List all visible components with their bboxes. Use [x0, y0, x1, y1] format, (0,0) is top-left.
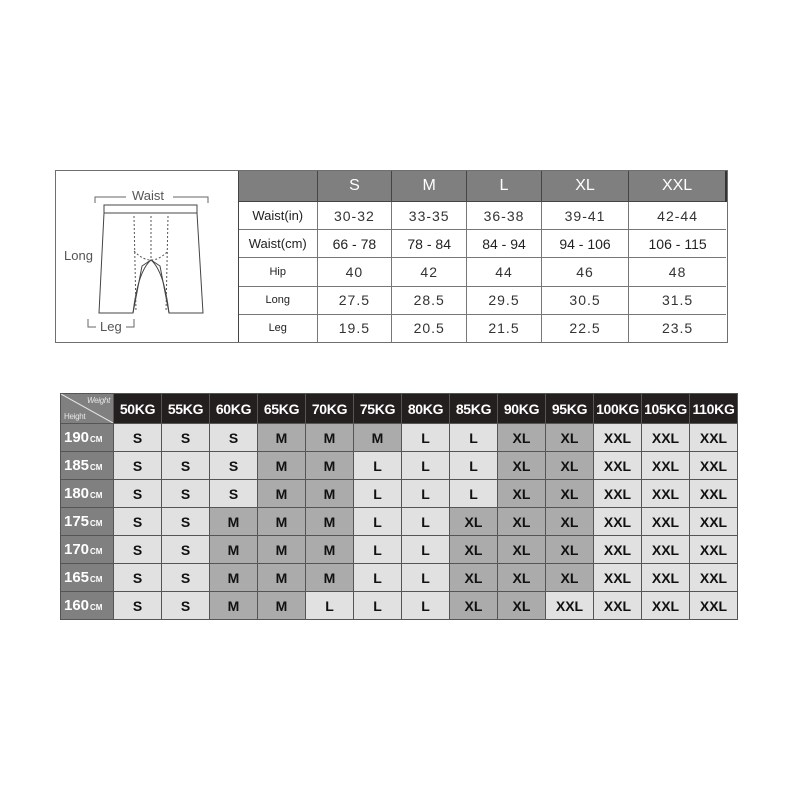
- size-cell: XXL: [690, 480, 738, 508]
- cell: 66 - 78: [317, 230, 392, 258]
- cell: 36-38: [467, 202, 542, 230]
- size-cell: XXL: [594, 424, 642, 452]
- height-row: [61, 592, 738, 620]
- cell: 33-35: [392, 202, 467, 230]
- cell: 29.5: [467, 286, 542, 314]
- size-cell: S: [162, 480, 210, 508]
- size-cell: M: [306, 480, 354, 508]
- size-cell: XL: [498, 564, 546, 592]
- size-cell: XL: [450, 508, 498, 536]
- size-cell: L: [402, 424, 450, 452]
- header-size-m: M: [392, 171, 467, 202]
- size-chart-body: [61, 424, 738, 620]
- size-cell: M: [306, 564, 354, 592]
- height-row: [61, 536, 738, 564]
- size-cell: L: [450, 424, 498, 452]
- size-cell: XL: [498, 592, 546, 620]
- cell: 22.5: [541, 314, 628, 342]
- cell: 39-41: [541, 202, 628, 230]
- size-cell: S: [114, 536, 162, 564]
- size-cell: L: [402, 508, 450, 536]
- height-unit: CM: [90, 575, 103, 584]
- height-unit: CM: [90, 547, 103, 556]
- cell: 19.5: [317, 314, 392, 342]
- row-leg: [239, 314, 726, 342]
- size-cell: L: [402, 592, 450, 620]
- size-cell: XXL: [690, 508, 738, 536]
- header-size-l: L: [467, 171, 542, 202]
- size-cell: S: [114, 508, 162, 536]
- shorts-illustration: [56, 171, 239, 342]
- height-label: [61, 536, 114, 564]
- height-label: [61, 452, 114, 480]
- size-cell: XL: [546, 536, 594, 564]
- size-cell: M: [258, 564, 306, 592]
- size-cell: XXL: [594, 564, 642, 592]
- size-cell: S: [210, 452, 258, 480]
- weight-header: 70KG: [306, 394, 354, 424]
- cell: 106 - 115: [629, 230, 726, 258]
- size-cell: XL: [546, 508, 594, 536]
- row-hip: [239, 258, 726, 286]
- size-cell: S: [114, 424, 162, 452]
- waist-label: Waist: [132, 188, 165, 203]
- size-cell: M: [258, 536, 306, 564]
- size-cell: S: [162, 592, 210, 620]
- weight-header: 110KG: [690, 394, 738, 424]
- cell: 46: [541, 258, 628, 286]
- height-axis-label: Height: [64, 412, 86, 421]
- size-cell: XL: [546, 452, 594, 480]
- cell: 21.5: [467, 314, 542, 342]
- cell: 20.5: [392, 314, 467, 342]
- size-cell: S: [162, 508, 210, 536]
- height-label: [61, 480, 114, 508]
- size-cell: S: [162, 564, 210, 592]
- height-value: 180: [64, 485, 90, 502]
- size-cell: XL: [498, 536, 546, 564]
- size-cell: M: [210, 592, 258, 620]
- cell: 31.5: [629, 286, 726, 314]
- size-cell: XL: [546, 564, 594, 592]
- height-label: [61, 424, 114, 452]
- size-cell: S: [162, 452, 210, 480]
- size-cell: S: [210, 480, 258, 508]
- height-value: 165: [64, 569, 90, 586]
- size-cell: L: [354, 508, 402, 536]
- height-unit: CM: [90, 463, 103, 472]
- size-cell: XXL: [594, 452, 642, 480]
- size-cell: M: [306, 508, 354, 536]
- size-cell: XL: [498, 508, 546, 536]
- row-waist-cm: [239, 230, 726, 258]
- size-cell: XXL: [546, 592, 594, 620]
- size-cell: L: [402, 564, 450, 592]
- weight-header: 85KG: [450, 394, 498, 424]
- cell: 30-32: [317, 202, 392, 230]
- header-size-s: S: [317, 171, 392, 202]
- cell: 23.5: [629, 314, 726, 342]
- weight-header: 65KG: [258, 394, 306, 424]
- weight-axis-label: Weight: [87, 396, 110, 405]
- size-cell: M: [258, 480, 306, 508]
- size-cell: XL: [450, 564, 498, 592]
- size-cell: M: [210, 536, 258, 564]
- height-label: [61, 564, 114, 592]
- height-value: 160: [64, 597, 90, 614]
- size-cell: L: [450, 480, 498, 508]
- cell: 48: [629, 258, 726, 286]
- size-cell: XXL: [594, 508, 642, 536]
- size-cell: XXL: [642, 564, 690, 592]
- size-cell: XXL: [642, 452, 690, 480]
- row-waist-in: [239, 202, 726, 230]
- cell: 27.5: [317, 286, 392, 314]
- size-cell: M: [258, 592, 306, 620]
- height-unit: CM: [90, 603, 103, 612]
- size-cell: L: [450, 452, 498, 480]
- size-cell: S: [162, 424, 210, 452]
- row-label: Leg: [239, 314, 317, 342]
- header-size-xxl: XXL: [629, 171, 726, 202]
- leg-label: Leg: [100, 319, 122, 334]
- size-cell: XXL: [690, 592, 738, 620]
- cell: 44: [467, 258, 542, 286]
- weight-header: 95KG: [546, 394, 594, 424]
- weight-header: 90KG: [498, 394, 546, 424]
- cell: 42: [392, 258, 467, 286]
- height-label: [61, 592, 114, 620]
- size-cell: XL: [546, 424, 594, 452]
- size-cell: XXL: [594, 536, 642, 564]
- weight-header-row: [61, 394, 738, 424]
- measurement-table: [239, 171, 727, 342]
- cell: 28.5: [392, 286, 467, 314]
- height-label: [61, 508, 114, 536]
- size-cell: M: [306, 424, 354, 452]
- header-corner: [239, 171, 317, 202]
- size-cell: XXL: [690, 424, 738, 452]
- size-cell: XXL: [642, 424, 690, 452]
- size-cell: L: [354, 452, 402, 480]
- row-label: Waist(in): [239, 202, 317, 230]
- size-cell: XXL: [594, 480, 642, 508]
- size-cell: XL: [546, 480, 594, 508]
- size-cell: S: [210, 424, 258, 452]
- size-cell: L: [402, 480, 450, 508]
- size-cell: XXL: [690, 564, 738, 592]
- size-cell: XL: [450, 592, 498, 620]
- size-cell: XXL: [690, 536, 738, 564]
- height-row: [61, 508, 738, 536]
- size-cell: XL: [498, 424, 546, 452]
- size-cell: M: [354, 424, 402, 452]
- size-cell: XXL: [642, 480, 690, 508]
- height-row: [61, 480, 738, 508]
- size-cell: L: [354, 536, 402, 564]
- height-value: 185: [64, 457, 90, 474]
- size-cell: XXL: [642, 508, 690, 536]
- size-cell: M: [210, 508, 258, 536]
- corner-cell: [61, 394, 114, 424]
- cell: 78 - 84: [392, 230, 467, 258]
- weight-header: 55KG: [162, 394, 210, 424]
- weight-header: 60KG: [210, 394, 258, 424]
- size-cell: S: [114, 452, 162, 480]
- cell: 94 - 106: [541, 230, 628, 258]
- cell: 40: [317, 258, 392, 286]
- size-cell: S: [114, 564, 162, 592]
- weight-header: 100KG: [594, 394, 642, 424]
- row-label: Long: [239, 286, 317, 314]
- size-cell: S: [114, 480, 162, 508]
- size-cell: M: [210, 564, 258, 592]
- size-cell: M: [258, 508, 306, 536]
- size-cell: M: [258, 452, 306, 480]
- height-value: 190: [64, 429, 90, 446]
- size-cell: L: [402, 452, 450, 480]
- height-row: [61, 564, 738, 592]
- measurement-chart: [55, 170, 728, 343]
- long-label: Long: [64, 248, 93, 263]
- height-row: [61, 452, 738, 480]
- row-label: Hip: [239, 258, 317, 286]
- header-size-xl: XL: [541, 171, 628, 202]
- measurement-header-row: [239, 171, 726, 202]
- row-long: [239, 286, 726, 314]
- height-value: 175: [64, 513, 90, 530]
- weight-header: 75KG: [354, 394, 402, 424]
- row-label: Waist(cm): [239, 230, 317, 258]
- size-cell: XXL: [594, 592, 642, 620]
- size-cell: XXL: [642, 536, 690, 564]
- weight-header: 80KG: [402, 394, 450, 424]
- height-unit: CM: [90, 519, 103, 528]
- size-cell: L: [354, 480, 402, 508]
- weight-header: 105KG: [642, 394, 690, 424]
- size-cell: M: [258, 424, 306, 452]
- size-cell: M: [306, 536, 354, 564]
- size-cell: XXL: [690, 452, 738, 480]
- size-cell: L: [402, 536, 450, 564]
- cell: 84 - 94: [467, 230, 542, 258]
- height-unit: CM: [90, 491, 103, 500]
- size-cell: L: [354, 592, 402, 620]
- size-cell: XXL: [642, 592, 690, 620]
- weight-header: 50KG: [114, 394, 162, 424]
- size-cell: M: [306, 452, 354, 480]
- height-row: [61, 424, 738, 452]
- size-cell: L: [354, 564, 402, 592]
- size-cell: XL: [498, 480, 546, 508]
- size-cell: S: [162, 536, 210, 564]
- height-value: 170: [64, 541, 90, 558]
- size-cell: XL: [450, 536, 498, 564]
- cell: 42-44: [629, 202, 726, 230]
- size-cell: S: [114, 592, 162, 620]
- size-cell: XL: [498, 452, 546, 480]
- cell: 30.5: [541, 286, 628, 314]
- size-cell: L: [306, 592, 354, 620]
- height-unit: CM: [90, 435, 103, 444]
- weight-height-size-chart: [60, 393, 738, 620]
